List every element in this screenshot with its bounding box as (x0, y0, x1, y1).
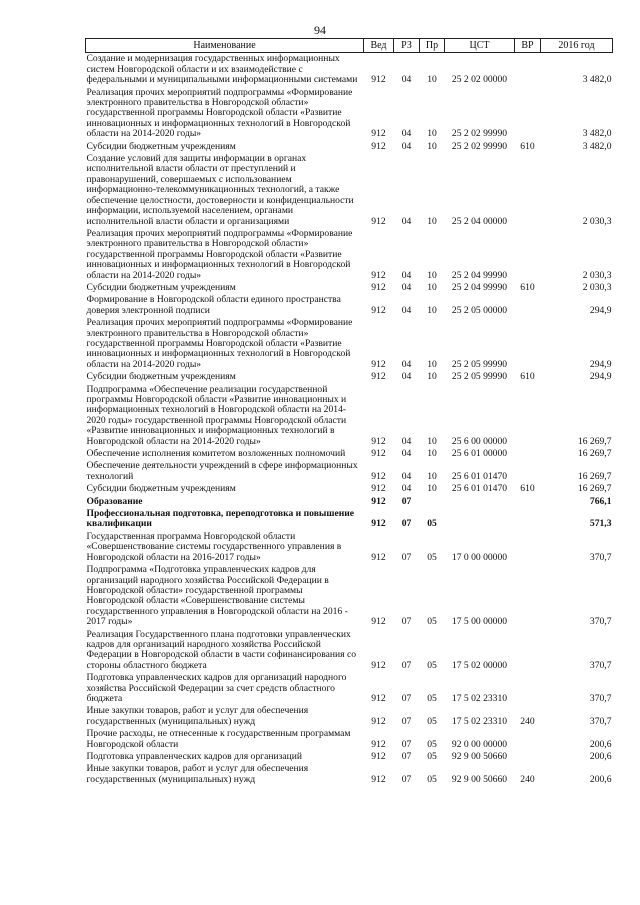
row-rz: 04 (401, 269, 412, 281)
row-name: Субсидии бюджетным учреждениям (86, 281, 236, 293)
row-pr: 10 (427, 74, 437, 86)
row-ved: 912 (371, 448, 386, 460)
row-pr: 10 (427, 304, 437, 316)
row-vr (515, 508, 541, 531)
row-amount: 200,6 (589, 751, 612, 762)
row-cst (445, 496, 515, 508)
row-name: Субсидии бюджетным учреждениям (86, 483, 236, 495)
row-amount: 16 269,7 (577, 470, 612, 482)
row-pr: 05 (427, 738, 437, 750)
column-header-pr: Пр (420, 39, 445, 53)
row-ved: 912 (371, 371, 386, 383)
row-name: Реализация прочих мероприятий подпрограммы «Формирование электронного правительства в Новгородской области» государственной программы Новгородской области «Развитие инновационных и информационных технологий в Новгородской области на 2014-2020 годы» (86, 86, 353, 140)
row-name: Формирование в Новгородской области единого пространства доверия электронной подписи (86, 294, 341, 316)
row-vr (515, 460, 541, 483)
row-rz: 04 (401, 358, 412, 370)
row-ved: 912 (371, 751, 386, 762)
row-amount: 16 269,7 (577, 483, 612, 495)
row-amount: 370,7 (589, 551, 612, 563)
row-vr: 240 (520, 715, 535, 727)
table-row (86, 317, 613, 371)
row-amount: 370,7 (589, 659, 612, 671)
row-amount: 294,9 (589, 371, 612, 383)
row-name: Реализация Государственного плана подготовки управленческих кадров для организаций народного хозяйства Российской Федерации в Новгородской области в части софинансирования со стороны областного бюджета (86, 628, 357, 671)
row-name: Образование (86, 495, 143, 507)
row-vr (515, 294, 541, 317)
row-pr: 10 (427, 358, 437, 370)
row-rz: 07 (401, 738, 412, 750)
column-header-ved: Вед (364, 39, 394, 53)
row-rz: 07 (401, 551, 412, 563)
row-ved: 912 (371, 715, 386, 727)
row-ved: 912 (371, 692, 386, 704)
row-cst: 17 0 00 00000 (451, 551, 508, 563)
row-cst: 17 5 02 23310 (451, 715, 508, 727)
row-rz: 04 (401, 215, 412, 227)
row-rz: 07 (401, 692, 412, 704)
row-ved: 912 (371, 659, 386, 671)
row-pr: 05 (427, 616, 437, 628)
row-ved: 912 (371, 470, 386, 482)
row-rz: 07 (401, 518, 412, 530)
column-header-cst: ЦСТ (445, 39, 515, 53)
column-header-vr: ВР (515, 39, 541, 53)
row-ved: 912 (371, 495, 386, 507)
row-cst: 25 2 04 99990 (451, 281, 508, 293)
row-ved: 912 (371, 773, 386, 785)
row-ved: 912 (371, 140, 386, 152)
row-rz: 04 (401, 281, 412, 293)
row-name: Подпрограмма «Обеспечение реализации государственной программы Новгородской области «Развитие инновационных и информационных технологий в Новгородской области на 2014-2020 годы» государственной программы Новгородской области «Развитие инновационных и информационных технологий в Новгородской области на 2014-2020 годы» (86, 383, 347, 447)
row-vr (515, 496, 541, 508)
row-name: Подпрограмма «Подготовка управленческих кадров для организаций народного хозяйства Российской Федерации в Новгородской области» государственной программы Новгородской области «Совершенствование системы государственного управления в Новгородской области на 2016 - 2017 годы» (86, 564, 348, 628)
row-rz: 07 (401, 495, 412, 507)
row-rz: 07 (401, 659, 412, 671)
row-rz: 07 (401, 773, 412, 785)
row-amount: 16 269,7 (577, 448, 612, 460)
row-amount: 16 269,7 (577, 435, 612, 447)
row-cst: 25 2 05 99990 (451, 358, 508, 370)
row-cst (445, 508, 515, 531)
row-pr: 05 (427, 551, 437, 563)
row-rz: 04 (401, 448, 412, 460)
row-name: Иные закупки товаров, работ и услуг для обеспечения государственных (муниципальных) нужд (86, 763, 309, 785)
row-name: Создание условий для защиты информации в органах исполнительной власти области от преступлений и правонарушений, совершаемых с использованием информационно-телекоммуникационных технологий, а также обеспечение целостности, достоверности и конфиденциальности информации, используемой населением, органами исполнительной власти области и организациями (86, 153, 354, 227)
row-pr: 10 (427, 269, 437, 281)
row-vr (515, 672, 541, 705)
row-ved: 912 (371, 128, 386, 140)
table-row (86, 751, 613, 763)
row-amount: 370,7 (589, 616, 612, 628)
row-pr: 05 (427, 518, 437, 530)
row-rz: 04 (401, 128, 412, 140)
row-vr: 610 (520, 140, 535, 152)
row-pr (420, 496, 445, 508)
row-cst: 25 2 04 99990 (451, 269, 508, 281)
row-name: Субсидии бюджетным учреждениям (86, 140, 236, 152)
row-vr (515, 228, 541, 282)
row-cst: 25 2 02 99990 (451, 140, 508, 152)
row-ved: 912 (371, 518, 386, 530)
row-amount: 294,9 (589, 304, 612, 316)
table-row (86, 384, 613, 448)
row-amount: 370,7 (589, 692, 612, 704)
table-row (86, 141, 613, 153)
row-vr (515, 629, 541, 673)
column-header-rz: РЗ (394, 39, 420, 53)
row-cst: 25 6 01 01470 (451, 483, 508, 495)
row-name: Подготовка управленческих кадров для организаций (86, 751, 303, 762)
row-rz: 04 (401, 371, 412, 383)
row-name: Государственная программа Новгородской области «Совершенствование системы государственного управления в Новгородской области на 2016-2017 годы» (86, 530, 342, 563)
row-ved: 912 (371, 435, 386, 447)
page-number: 94 (314, 23, 326, 37)
table-row (86, 672, 613, 705)
table-row (86, 53, 613, 87)
row-cst: 25 2 02 99990 (451, 128, 508, 140)
row-ved: 912 (371, 74, 386, 86)
row-ved: 912 (371, 269, 386, 281)
row-vr: 610 (520, 371, 535, 383)
row-ved: 912 (371, 358, 386, 370)
row-name: Обеспечение деятельности учреждений в сфере информационных технологий (86, 460, 358, 482)
row-vr: 610 (520, 483, 535, 495)
table-row (86, 564, 613, 628)
row-name: Обеспечение исполнения комитетом возложенных полномочий (86, 448, 346, 460)
row-cst: 92 9 00 50660 (451, 751, 508, 762)
row-vr (515, 53, 541, 87)
row-ved: 912 (371, 483, 386, 495)
row-pr: 10 (427, 448, 437, 460)
row-cst: 92 9 00 50660 (451, 773, 508, 785)
row-amount: 3 482,0 (582, 140, 612, 152)
table-row (86, 282, 613, 294)
row-amount: 3 482,0 (582, 128, 612, 140)
row-pr: 05 (427, 692, 437, 704)
row-rz: 04 (401, 74, 412, 86)
row-rz: 07 (401, 715, 412, 727)
table-row (86, 728, 613, 751)
table-row (86, 294, 613, 317)
table-row (86, 153, 613, 228)
row-vr (515, 728, 541, 751)
row-pr: 10 (427, 483, 437, 495)
row-ved: 912 (371, 738, 386, 750)
row-amount: 2 030,3 (582, 269, 612, 281)
row-vr (515, 153, 541, 228)
table-row (86, 448, 613, 460)
row-amount: 294,9 (589, 358, 612, 370)
row-pr: 10 (427, 215, 437, 227)
row-name: Создание и модернизация государственных информационных систем Новгородской области и их взаимодействие с федеральными и муниципальными информационными системами (86, 53, 358, 86)
row-cst: 25 6 01 01470 (451, 470, 508, 482)
table-row (86, 483, 613, 495)
table-row (86, 705, 613, 728)
row-vr: 240 (520, 773, 535, 785)
table-row (86, 371, 613, 383)
row-vr (515, 531, 541, 564)
row-cst: 17 5 02 23310 (451, 692, 508, 704)
row-name: Субсидии бюджетным учреждениям (86, 371, 236, 383)
row-ved: 912 (371, 304, 386, 316)
row-amount: 571,3 (589, 518, 612, 530)
row-rz: 07 (401, 616, 412, 628)
table-header-row (86, 39, 613, 53)
row-rz: 04 (401, 304, 412, 316)
table-row (86, 460, 613, 483)
table-row (86, 228, 613, 282)
column-header-amount: 2016 год (541, 39, 613, 53)
row-pr: 05 (427, 751, 437, 762)
table-row (86, 87, 613, 141)
table-row (86, 629, 613, 673)
row-amount: 370,7 (589, 715, 612, 727)
row-pr: 10 (427, 470, 437, 482)
row-name: Иные закупки товаров, работ и услуг для обеспечения государственных (муниципальных) нужд (86, 705, 309, 727)
row-vr (515, 317, 541, 371)
row-cst: 25 6 00 00000 (451, 435, 508, 447)
table-row (86, 763, 613, 786)
table-row (86, 508, 613, 531)
row-cst: 25 2 02 00000 (451, 74, 508, 86)
row-vr: 610 (520, 281, 535, 293)
row-ved: 912 (371, 281, 386, 293)
row-name: Профессиональная подготовка, переподготовка и повышение квалификации (86, 508, 355, 530)
row-pr: 05 (427, 773, 437, 785)
row-cst: 25 2 05 00000 (451, 304, 508, 316)
row-amount: 200,6 (589, 738, 612, 750)
row-cst: 25 6 01 00000 (451, 448, 508, 460)
row-pr: 10 (427, 435, 437, 447)
row-amount: 3 482,0 (582, 74, 612, 86)
table-row (86, 531, 613, 564)
row-vr (515, 87, 541, 141)
budget-table (85, 38, 613, 786)
row-amount: 2 030,3 (582, 281, 612, 293)
row-name: Подготовка управленческих кадров для организаций народного хозяйства Российской Федерации за счет средств областного бюджета (86, 672, 347, 704)
row-amount: 2 030,3 (582, 215, 612, 227)
row-pr: 10 (427, 371, 437, 383)
row-vr (515, 384, 541, 448)
row-rz: 04 (401, 140, 412, 152)
row-name: Реализация прочих мероприятий подпрограммы «Формирование электронного правительства в Новгородской области» государственной программы Новгородской области «Развитие инновационных и информационных технологий в Новгородской области на 2014-2020 годы» (86, 227, 353, 281)
row-ved: 912 (371, 215, 386, 227)
table-row (86, 496, 613, 508)
row-ved: 912 (371, 551, 386, 563)
row-ved: 912 (371, 616, 386, 628)
row-amount: 200,6 (589, 773, 612, 785)
row-vr (515, 751, 541, 763)
row-pr: 10 (427, 281, 437, 293)
row-pr: 10 (427, 128, 437, 140)
row-rz: 04 (401, 435, 412, 447)
row-cst: 17 5 00 00000 (451, 616, 508, 628)
row-rz: 04 (401, 483, 412, 495)
row-rz: 04 (401, 470, 412, 482)
row-cst: 17 5 02 00000 (451, 659, 508, 671)
row-cst: 25 2 04 00000 (451, 215, 508, 227)
row-cst: 92 0 00 00000 (451, 738, 508, 750)
row-pr: 05 (427, 659, 437, 671)
table-body (86, 53, 613, 786)
row-rz: 07 (401, 751, 412, 762)
row-vr (515, 448, 541, 460)
row-cst: 25 2 05 99990 (451, 371, 508, 383)
row-pr: 05 (427, 715, 437, 727)
row-amount: 766,1 (589, 495, 612, 507)
row-name: Реализация прочих мероприятий подпрограммы «Формирование электронного правительства в Новгородской области» государственной программы Новгородской области «Развитие инновационных и информационных технологий в Новгородской области на 2014-2020 годы» (86, 317, 353, 370)
row-pr: 10 (427, 140, 437, 152)
column-header-name: Наименование (86, 39, 364, 53)
row-name: Прочие расходы, не отнесенные к государственным программам Новгородской области (86, 728, 351, 750)
row-vr (515, 564, 541, 628)
